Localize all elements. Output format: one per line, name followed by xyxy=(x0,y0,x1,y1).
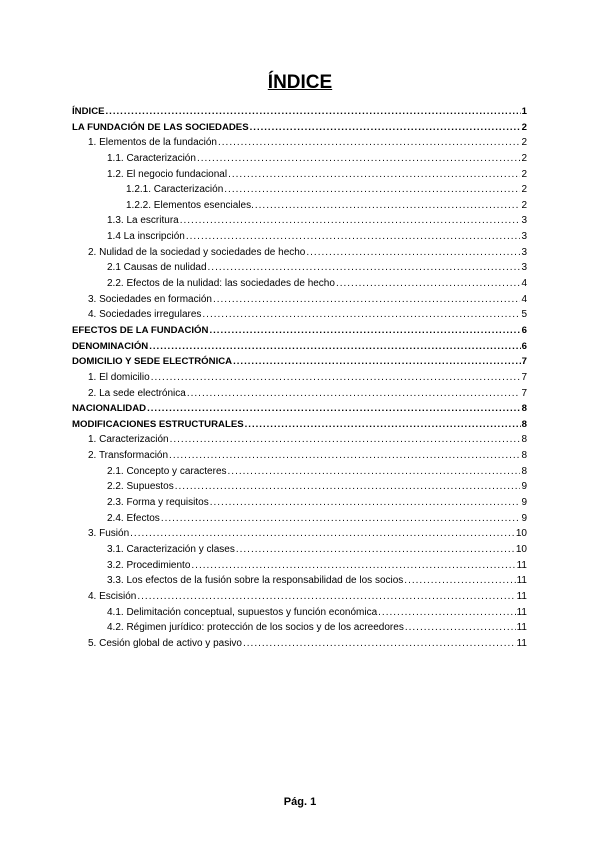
toc-entry-page: 8 xyxy=(521,450,527,462)
toc-entry-label: 1. Elementos de la fundación xyxy=(88,137,217,149)
toc-leader xyxy=(405,620,516,636)
page-title: ÍNDICE xyxy=(267,72,333,93)
toc-entry[interactable] xyxy=(72,526,527,542)
toc-entry-page: 11 xyxy=(516,622,527,634)
toc-entry-page: 8 xyxy=(521,434,527,446)
toc-leader xyxy=(236,542,515,558)
toc-entry[interactable] xyxy=(72,495,527,511)
toc-entry-label: 4.2. Régimen jurídico: protección de los socios y de los acreedores xyxy=(107,622,404,634)
toc-leader xyxy=(228,464,521,480)
toc-entry-label: 1.1. Caracterización xyxy=(107,152,196,164)
toc-entry[interactable] xyxy=(72,276,527,292)
toc-entry-page: 3 xyxy=(521,215,527,227)
toc-entry-page: 5 xyxy=(521,309,527,321)
toc-entry-label: DOMICILIO Y SEDE ELECTRÓNICA xyxy=(72,356,233,368)
toc-entry-page: 11 xyxy=(516,559,527,571)
toc-entry-label: 4.1. Delimitación conceptual, supuestos y función económica xyxy=(107,606,378,618)
toc-entry[interactable] xyxy=(72,511,527,527)
toc-leader xyxy=(213,292,520,308)
toc-entry[interactable] xyxy=(72,432,527,448)
toc-entry[interactable] xyxy=(72,542,527,558)
toc-entry[interactable] xyxy=(72,370,527,386)
toc-leader xyxy=(161,511,521,527)
toc-entry-label: 3.3. Los efectos de la fusión sobre la responsabilidad de los socios xyxy=(107,575,404,587)
toc-entry-label: LA FUNDACIÓN DE LAS SOCIEDADES xyxy=(72,121,249,133)
toc-entry-page: 10 xyxy=(515,543,527,555)
toc-entry[interactable] xyxy=(72,260,527,276)
toc-entry[interactable] xyxy=(72,417,527,433)
toc-entry-label: NACIONALIDAD xyxy=(72,403,147,415)
toc-entry-label: 2.1. Concepto y caracteres xyxy=(107,465,227,477)
toc-entry-page: 7 xyxy=(521,356,527,368)
toc-entry[interactable] xyxy=(72,605,527,621)
toc-entry-label: 1.2.2. Elementos esenciales. xyxy=(126,199,254,211)
toc-leader xyxy=(245,417,521,433)
toc-entry[interactable] xyxy=(72,479,527,495)
toc-leader xyxy=(175,479,521,495)
toc-entry-page: 7 xyxy=(521,371,527,383)
toc-leader xyxy=(197,151,521,167)
toc-leader xyxy=(243,636,516,652)
toc-entry-page: 11 xyxy=(516,590,527,602)
toc-entry-label: 2.2. Efectos de la nulidad: las sociedades de hecho xyxy=(107,278,335,290)
toc-entry-page: 9 xyxy=(521,481,527,493)
toc-entry-page: 8 xyxy=(521,465,527,477)
toc-entry[interactable] xyxy=(72,104,527,120)
toc-entry-label: 3. Fusión xyxy=(88,528,130,540)
toc-entry[interactable] xyxy=(72,198,527,214)
toc-entry[interactable] xyxy=(72,307,527,323)
toc-leader xyxy=(191,558,515,574)
toc-leader xyxy=(218,135,520,151)
toc-entry-label: MODIFICACIONES ESTRUCTURALES xyxy=(72,418,244,430)
toc-leader xyxy=(233,354,521,370)
toc-entry-label: ÍNDICE xyxy=(72,106,105,117)
table-of-contents xyxy=(72,104,527,651)
toc-leader xyxy=(404,573,515,589)
toc-leader xyxy=(106,104,521,120)
toc-entry[interactable] xyxy=(72,229,527,245)
toc-entry-label: EFECTOS DE LA FUNDACIÓN xyxy=(72,324,209,336)
toc-leader xyxy=(147,401,521,417)
toc-entry[interactable] xyxy=(72,292,527,308)
toc-entry[interactable] xyxy=(72,323,527,339)
toc-entry-label: 2. Transformación xyxy=(88,450,169,462)
toc-entry[interactable] xyxy=(72,573,527,589)
toc-entry[interactable] xyxy=(72,245,527,261)
toc-entry-page: 6 xyxy=(521,340,527,352)
toc-entry[interactable] xyxy=(72,636,527,652)
toc-entry[interactable] xyxy=(72,213,527,229)
toc-entry[interactable] xyxy=(72,354,527,370)
toc-entry-label: 1. El domicilio xyxy=(88,371,150,383)
toc-entry[interactable] xyxy=(72,401,527,417)
toc-entry[interactable] xyxy=(72,167,527,183)
toc-leader xyxy=(336,276,521,292)
toc-entry-page: 4 xyxy=(521,293,527,305)
toc-leader xyxy=(210,495,521,511)
toc-leader xyxy=(224,182,520,198)
toc-entry[interactable] xyxy=(72,386,527,402)
toc-leader xyxy=(130,526,515,542)
toc-entry-page: 3 xyxy=(521,246,527,258)
page-number: Pág. 1 xyxy=(283,796,317,808)
toc-entry-page: 7 xyxy=(521,387,527,399)
toc-leader xyxy=(170,432,521,448)
toc-entry[interactable] xyxy=(72,448,527,464)
toc-entry-label: 4. Sociedades irregulares xyxy=(88,309,202,321)
toc-entry-page: 9 xyxy=(521,512,527,524)
toc-entry-page: 8 xyxy=(521,403,527,415)
toc-leader xyxy=(208,260,521,276)
toc-leader xyxy=(228,167,520,183)
toc-entry-label: 1.4 La inscripción xyxy=(107,231,185,243)
toc-entry-page: 2 xyxy=(521,152,527,164)
toc-entry[interactable] xyxy=(72,589,527,605)
toc-entry-label: 3.2. Procedimiento xyxy=(107,559,191,571)
toc-leader xyxy=(149,339,520,355)
toc-entry-page: 3 xyxy=(521,231,527,243)
toc-entry-label: 2.2. Supuestos xyxy=(107,481,174,493)
toc-entry-label: 2. Nulidad de la sociedad y sociedades de hecho xyxy=(88,246,306,258)
toc-entry-page: 10 xyxy=(515,528,527,540)
toc-leader xyxy=(137,589,515,605)
toc-entry-page: 1 xyxy=(521,106,527,117)
toc-leader xyxy=(180,213,521,229)
toc-entry-page: 11 xyxy=(516,606,527,618)
toc-entry-label: 1.2.1. Caracterización xyxy=(126,184,224,196)
toc-entry-page: 2 xyxy=(521,199,527,211)
toc-entry-page: 8 xyxy=(521,418,527,430)
toc-entry-page: 2 xyxy=(521,168,527,180)
toc-entry[interactable] xyxy=(72,620,527,636)
toc-leader xyxy=(255,198,521,214)
toc-entry-label: 4. Escisión xyxy=(88,590,137,602)
toc-entry-label: 2.1 Causas de nulidad xyxy=(107,262,207,274)
toc-entry-page: 3 xyxy=(521,262,527,274)
toc-entry-label: 1. Caracterización xyxy=(88,434,169,446)
toc-entry[interactable] xyxy=(72,339,527,355)
toc-leader xyxy=(378,605,515,621)
toc-leader xyxy=(151,370,521,386)
toc-entry-page: 11 xyxy=(516,575,527,587)
toc-leader xyxy=(169,448,520,464)
toc-leader xyxy=(306,245,520,261)
toc-entry-label: 5. Cesión global de activo y pasivo xyxy=(88,637,242,649)
toc-entry[interactable] xyxy=(72,558,527,574)
toc-leader xyxy=(250,120,521,136)
toc-entry-label: 3. Sociedades en formación xyxy=(88,293,212,305)
toc-entry-page: 9 xyxy=(521,497,527,509)
toc-entry-label: 1.3. La escritura xyxy=(107,215,179,227)
toc-entry[interactable] xyxy=(72,151,527,167)
toc-entry[interactable] xyxy=(72,120,527,136)
toc-entry-page: 6 xyxy=(521,324,527,336)
toc-entry-page: 2 xyxy=(521,121,527,133)
toc-entry-page: 11 xyxy=(516,637,527,649)
toc-entry-label: DENOMINACIÓN xyxy=(72,340,149,352)
toc-entry-label: 3.1. Caracterización y clases xyxy=(107,543,235,555)
toc-entry-page: 2 xyxy=(521,137,527,149)
toc-leader xyxy=(202,307,520,323)
toc-entry[interactable] xyxy=(72,464,527,480)
toc-entry-label: 2.4. Efectos xyxy=(107,512,160,524)
toc-entry[interactable] xyxy=(72,135,527,151)
toc-entry-page: 2 xyxy=(521,184,527,196)
toc-entry-label: 2. La sede electrónica xyxy=(88,387,186,399)
toc-leader xyxy=(187,386,521,402)
toc-entry-label: 1.2. El negocio fundacional xyxy=(107,168,228,180)
toc-entry-label: 2.3. Forma y requisitos xyxy=(107,497,209,509)
toc-entry[interactable] xyxy=(72,182,527,198)
toc-entry-page: 4 xyxy=(521,278,527,290)
toc-leader xyxy=(209,323,520,339)
toc-leader xyxy=(186,229,521,245)
